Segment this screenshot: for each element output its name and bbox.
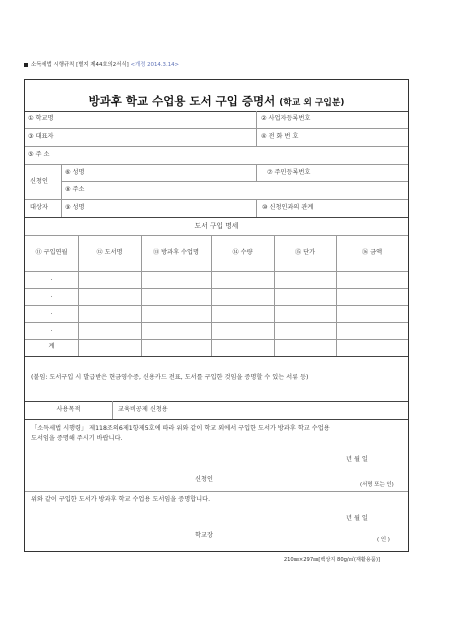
divider	[25, 271, 408, 272]
divider	[61, 181, 408, 182]
target-name-label: ⑨ 성명	[65, 204, 85, 211]
applicant-sign-label: 신청인	[195, 476, 213, 483]
column-header-book-name: ⑫ 도서명	[96, 249, 123, 256]
applicant-address-label: ⑧ 주소	[65, 186, 85, 193]
relation-label: ⑩ 신청인과의 관계	[262, 204, 314, 211]
column-header-quantity: ⑭ 수량	[232, 249, 253, 256]
divider	[25, 322, 408, 323]
divider	[25, 128, 408, 129]
signature-placeholder: (서명 또는 인)	[360, 482, 394, 488]
divider	[25, 401, 408, 402]
form-title-sub: (학교 외 구입분)	[279, 98, 345, 108]
square-bullet-icon	[24, 63, 28, 67]
phone-label: ④ 전 화 번 호	[261, 133, 299, 140]
divider	[25, 164, 408, 165]
divider	[25, 339, 408, 340]
purpose-value: 교육비공제 신청용	[118, 406, 168, 413]
divider	[25, 199, 408, 200]
table-row-date: .	[50, 326, 53, 333]
table-row-date: .	[50, 309, 53, 316]
purpose-label: 사용목적	[56, 406, 81, 413]
divider	[256, 164, 257, 181]
attachment-note: (붙임: 도서구입 시 발급받은 현금영수증, 신용카드 전표, 도서를 구입한 것임을 증명할 수 있는 서류 등)	[31, 374, 309, 381]
header-regulation: 소득세법 시행규칙 [별지 제44호의2서식]	[31, 62, 129, 68]
details-title: 도서 구입 명세	[194, 222, 239, 230]
address-label: ⑤ 주 소	[28, 151, 50, 158]
column-header-class-name: ⑬ 방과후 수업명	[153, 249, 199, 256]
request-text-line2: 도서임을 증명해 주시기 바랍니다.	[31, 435, 123, 442]
header-revision-date: <개정 2014.3.14>	[130, 62, 180, 68]
divider	[25, 356, 408, 357]
divider	[25, 491, 408, 492]
table-row-date: .	[50, 275, 53, 282]
divider	[25, 288, 408, 289]
divider	[25, 235, 408, 236]
seal-placeholder: ( 인 )	[377, 537, 390, 543]
representative-label: ③ 대표자	[28, 133, 54, 140]
applicant-name-label: ⑥ 성명	[65, 169, 85, 176]
certify-text: 위와 같이 구입한 도서가 방과후 학교 수업용 도서임을 증명합니다.	[31, 496, 211, 503]
resident-number-label: ⑦ 주민등록번호	[267, 169, 311, 176]
business-number-label: ② 사업자등록번호	[261, 115, 311, 122]
principal-label: 학교장	[195, 532, 213, 539]
column-header-unit-price: ⑮ 단가	[294, 249, 316, 256]
request-text-line1: 「소득세법 시행령」 제118조의6제1항제5호에 따라 위와 같이 학교 외에서 구입한 도서가 방과후 학교 수업용	[31, 425, 330, 432]
target-group-label: 대상자	[30, 204, 48, 211]
paper-spec: 210㎜×297㎜[백상지 80g/㎡(재활용품)]	[283, 557, 380, 563]
certificate-form	[24, 79, 409, 552]
form-title-main: 방과후 학교 수업용 도서 구입 증명서	[88, 94, 276, 108]
divider	[256, 111, 257, 146]
divider	[25, 217, 408, 218]
total-label: 계	[48, 343, 55, 350]
divider	[256, 199, 257, 217]
applicant-group-label: 신청인	[30, 178, 48, 185]
divider	[61, 164, 62, 217]
column-header-purchase-month: ⑪ 구입연월	[35, 249, 68, 256]
form-title	[25, 93, 408, 109]
divider	[25, 111, 408, 112]
divider	[25, 305, 408, 306]
request-date: 년 월 일	[346, 456, 368, 463]
divider	[112, 401, 113, 419]
form-header	[24, 60, 179, 68]
certify-date: 년 월 일	[346, 515, 368, 522]
table-row-date: .	[50, 292, 53, 299]
divider	[25, 419, 408, 420]
school-name-label: ① 학교명	[28, 115, 54, 122]
divider	[25, 146, 408, 147]
column-header-amount: ⑯ 금액	[361, 249, 383, 256]
